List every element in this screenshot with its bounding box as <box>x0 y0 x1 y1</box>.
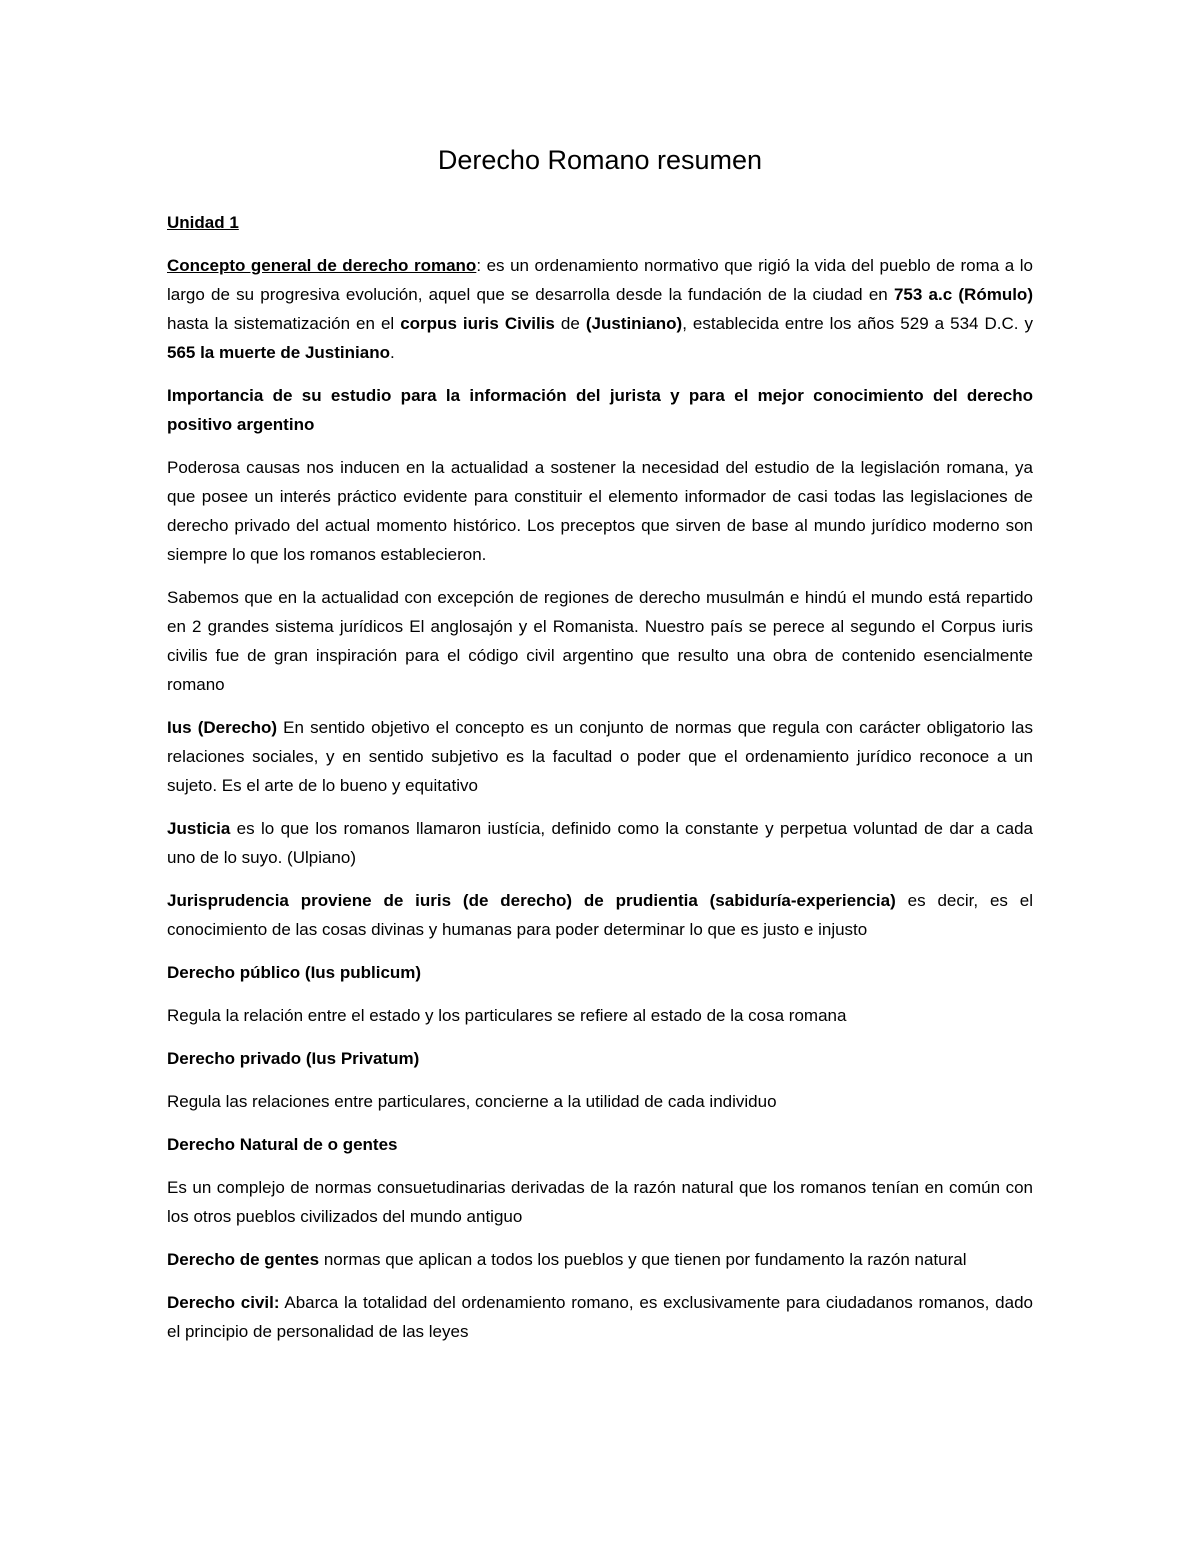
concepto-bold-4: 565 la muerte de Justiniano <box>167 343 390 362</box>
gentes-label: Derecho de gentes <box>167 1250 320 1269</box>
importancia-heading: Importancia de su estudio para la información del jurista y para el mejor conocimiento del derecho positivo argentino <box>167 386 1033 434</box>
civil-label: Derecho civil: <box>167 1293 280 1312</box>
justicia-text: es lo que los romanos llamaron iustícia, definido como la constante y perpetua voluntad de dar a cada uno de lo suyo. (Ulpiano) <box>167 819 1033 867</box>
privado-text: Regula las relaciones entre particulares, concierne a la utilidad de cada individuo <box>167 1092 777 1111</box>
publico-text: Regula la relación entre el estado y los particulares se refiere al estado de la cosa romana <box>167 1006 847 1025</box>
concepto-text-2: hasta la sistematización en el <box>167 314 401 333</box>
paragraph-ius <box>167 713 1033 800</box>
importancia-paragraph-1: Poderosa causas nos inducen en la actualidad a sostener la necesidad del estudio de la legislación romana, ya que posee un interés práctico evidente para constituir el elemento informador de casi todas las legislaciones de derecho privado del actual momento histórico. Los preceptos que sirven de base al mundo jurídico moderno son siempre lo que los romanos establecieron. <box>167 458 1033 564</box>
paragraph-concepto <box>167 251 1033 367</box>
document-title: Derecho Romano resumen <box>437 145 763 175</box>
jurisprudencia-label: Jurisprudencia proviene de iuris (de derecho) de prudientia (sabiduría-experiencia) <box>167 891 896 910</box>
concepto-bold-3: (Justiniano) <box>585 314 683 333</box>
privado-heading: Derecho privado (Ius Privatum) <box>167 1049 420 1068</box>
paragraph-gentes <box>167 1245 1033 1274</box>
concepto-text-1: : es un ordenamiento normativo que rigió la vida del pueblo de roma a lo largo de su progresiva evolución, aquel que se desarrolla desde la fundación de la ciudad en <box>167 256 1034 304</box>
concepto-bold-2: corpus iuris Civilis <box>400 314 555 333</box>
civil-text: Abarca la totalidad del ordenamiento romano, es exclusivamente para ciudadanos romanos, dado el principio de personalidad de las leyes <box>167 1293 1033 1341</box>
natural-text: Es un complejo de normas consuetudinarias derivadas de la razón natural que los romanos tenían en común con los otros pueblos civilizados del mundo antiguo <box>167 1178 1033 1226</box>
jurisprudencia-text: es decir, es el conocimiento de las cosas divinas y humanas para poder determinar lo que es justo e injusto <box>167 891 1033 939</box>
concepto-label: Concepto general de derecho romano <box>167 256 477 275</box>
natural-heading: Derecho Natural de o gentes <box>167 1135 398 1154</box>
paragraph-jurisprudencia <box>167 886 1033 944</box>
concepto-bold-1: 753 a.c (Rómulo) <box>893 285 1033 304</box>
paragraph-civil <box>167 1288 1033 1346</box>
concepto-text-5: . <box>389 343 395 362</box>
paragraph-justicia <box>167 814 1033 872</box>
unit-label: Unidad 1 <box>167 213 239 232</box>
publico-heading: Derecho público (Ius publicum) <box>167 963 422 982</box>
gentes-text: normas que aplican a todos los pueblos y que tienen por fundamento la razón natural <box>319 1250 967 1269</box>
concepto-text-4: , establecida entre los años 529 a 534 D.C. y <box>682 314 1034 333</box>
importancia-paragraph-2: Sabemos que en la actualidad con excepción de regiones de derecho musulmán e hindú el mundo está repartido en 2 grandes sistema jurídicos El anglosajón y el Romanista. Nuestro país se perece al segundo el Corpus iuris civilis fue de gran inspiración para el código civil argentino que resulto una obra de contenido esencialmente romano <box>167 588 1033 694</box>
unit-heading <box>167 208 1033 237</box>
ius-label: Ius (Derecho) <box>167 718 278 737</box>
ius-text: En sentido objetivo el concepto es un conjunto de normas que regula con carácter obligatorio las relaciones sociales, y en sentido subjetivo es la facultad o poder que el ordenamiento jurídico reconoce a un sujeto. Es el arte de lo bueno y equitativo <box>167 718 1033 795</box>
document-page <box>167 138 1033 1360</box>
justicia-label: Justicia <box>167 819 231 838</box>
concepto-text-3: de <box>554 314 586 333</box>
